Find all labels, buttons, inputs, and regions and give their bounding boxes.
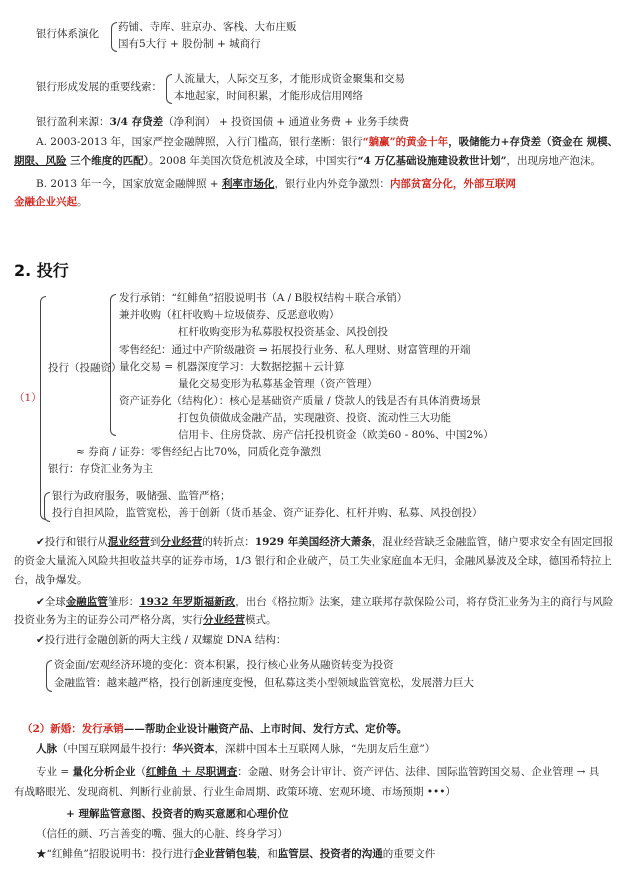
bank-line: 银行：存贷汇业务为主 (48, 463, 153, 475)
professional-line3: + 理解监管意图、投资者的购买意愿和心理价位 (66, 808, 289, 820)
para2-line2: 投资业务为主的证券公司严格分离，实行分业经营模式。 (14, 614, 277, 626)
ib-item: 信用卡、住房贷款、房产信托投机资金（欧美60 - 80%、中国2%） (178, 429, 494, 441)
ib-item: 零售经纪：通过中产阶级融资 ⇒ 拓展投行业务、私人理财、财富管理的开端 (119, 344, 471, 356)
ib-item: 量化交易 = 机器深度学习：大数据挖掘＋云计算 (119, 361, 345, 373)
para2-line1: ✔全球金融监管雏形：1932 年罗斯福新政，出台《格拉斯》法案，建立联邦存款保险公司，将存贷汇业务为主的商行与风险 (36, 596, 614, 608)
paragraph-a-line1: A. 2003-2013 年，国家严控金融牌照，入行门槛高，银行垄断：银行“躺赢”的黄金十年，吸储能力+存贷差（资金在 规模、 (36, 136, 619, 148)
system-item: 国有5大行 + 股份制 + 城商行 (118, 38, 261, 50)
clue-item: 人流量大，人际交互多，才能形成资金聚集和交易 (174, 73, 405, 85)
ib-item: 杠杆收购变形为私募股权投资基金、风投创投 (178, 326, 388, 338)
broker-line: ≈ 券商 / 证券：零售经纪占比70%，同质化竞争激烈 (76, 446, 322, 458)
professional-line2: 有战略眼光、发现商机、判断行业前景、行业生命周期、政策环境、宏观环境、市场预期 •••） (14, 786, 456, 798)
system-label: 银行体系演化 (36, 28, 99, 40)
ib-item: 资产证券化（结构化）：核心是基础资产质量 / 贷款人的钱是否有具体消费场景 (119, 395, 481, 407)
para3-line: ✔投行进行金融创新的两大主线 / 双螺旋 DNA 结构： (36, 634, 287, 646)
innovation-item: 资金面/宏观经济环境的变化：资本积累，投行核心业务从融资转变为投资 (54, 659, 394, 671)
professional-line1: 专业 = 量化分析企业（红鲱鱼 ＋ 尽职调查：金融、财务会计审计、资产评估、法律、国际监管跨国交易、企业管理 → 具 (36, 766, 600, 778)
paragraph-b-line1: B. 2013 年一今，国家放宽金融牌照 + 利率市场化，银行业内外竞争激烈：内部贫富分化，外部互联网 (36, 178, 516, 190)
ib-item: 发行承销：“红鲱鱼”招股说明书（A / B股权结构＋联合承销） (119, 292, 408, 304)
brace (40, 296, 46, 520)
brace (44, 492, 50, 522)
clue-label: 银行形成发展的重要线索： (36, 81, 162, 93)
ib-item: 打包负债做成金融产品，实现融资、投资、流动性三大功能 (178, 412, 451, 424)
para1-line1: ✔投行和银行从混业经营到分业经营的转折点：1929 年美国经济大萧条，混业经营缺乏金融监管，储户要求安全有固定回报 (36, 536, 614, 548)
innovation-item: 金融监管：越来越严格，投行创新速度变慢，但私募这类小型领域监管宽松，发展潜力巨大 (54, 677, 474, 689)
bank-compare-item: 银行为政府服务，吸储强、监管严格； (52, 490, 231, 502)
outline-marker: （1） (14, 392, 42, 404)
ib-label: 投行（投融资） (48, 362, 122, 374)
network-line: 人脉（中国互联网最牛投行：华兴资本，深耕中国本土互联网人脉，“先朋友后生意”） (36, 743, 436, 755)
prospectus-note: ★“红鲱鱼”招股说明书：投行进行企业营销包装，和监管层、投资者的沟通的重要文件 (36, 848, 436, 860)
subsection-heading: （2）新婚：发行承销——帮助企业设计融资产品、上市时间、发行方式、定价等。 (22, 723, 408, 735)
paragraph-b-line2: 金融企业兴起。 (14, 196, 88, 208)
ib-item: 量化交易变形为私募基金管理（资产管理） (178, 378, 378, 390)
professional-line4: （信任的颜、巧言善变的嘴、强大的心脏、终身学习） (36, 828, 288, 840)
system-item: 药铺、寺库、驻京办、客栈、大布庄贩 (118, 21, 297, 33)
brace (46, 660, 52, 692)
brace (166, 74, 172, 104)
clue-item: 本地起家，时间积累，才能形成信用网络 (174, 90, 363, 102)
bank-compare-item: 投行自担风险，监管宽松，善于创新（货币基金、资产证券化、杠杆并购、私募、风投创投） (52, 507, 483, 519)
ib-item: 兼并收购（杠杆收购＋垃圾债券、反恶意收购） (119, 309, 340, 321)
brace (110, 294, 116, 436)
profit-line: 银行盈利来源：3/4 存贷差（净利润） + 投资国债 + 通道业务费 + 业务手续费 (36, 116, 410, 128)
para1-line3: 台，战争爆发。 (14, 574, 88, 586)
paragraph-a-line2: 期限、风险 三个维度的匹配）。2008 年美国次贷危机波及全球，中国实行“4 万亿基础设施建设救世计划”，出现房地产泡沫。 (14, 155, 602, 167)
section-heading: 2. 投行 (14, 261, 69, 280)
brace (111, 22, 117, 52)
para1-line2: 的资金大量流入风险共担收益共享的证券市场，1/3 银行和企业破产，员工失业家庭血本无归，金融风暴波及全球，德国希特拉上 (14, 555, 612, 567)
